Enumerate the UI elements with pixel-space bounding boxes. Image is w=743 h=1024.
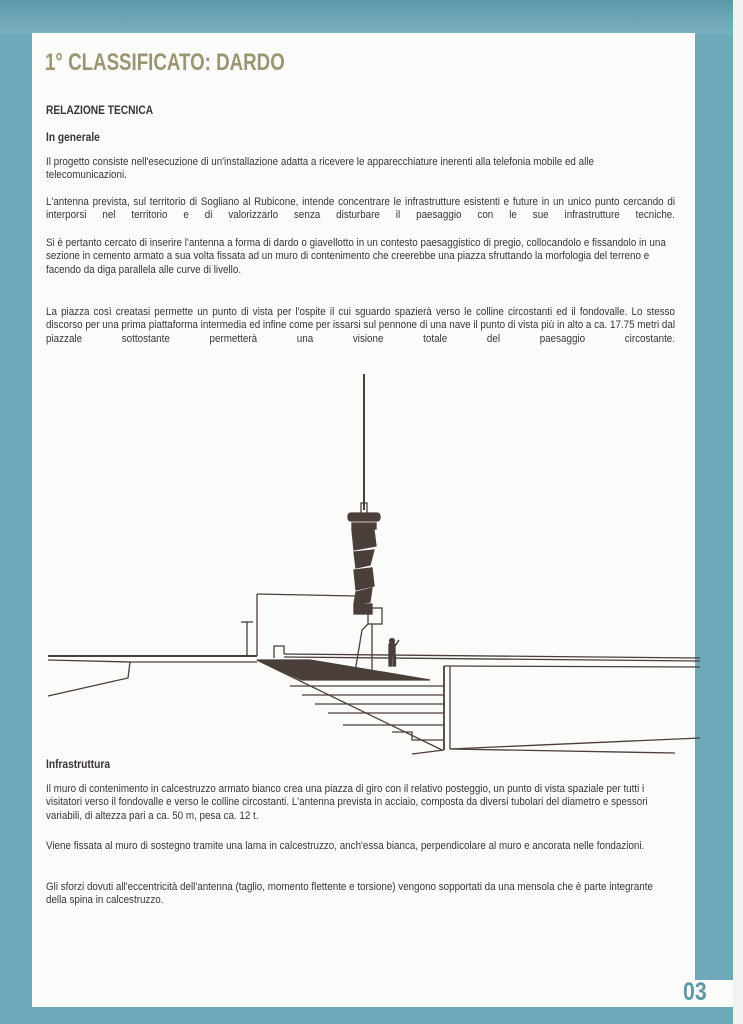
paragraph-infra-2: Viene fissata al muro di sostegno tramite una lama in calcestruzzo, anch'essa bianca, perpendicolare al muro e ancorata nelle fondazioni. <box>46 840 645 852</box>
parapet <box>274 646 284 658</box>
paragraph-general-2: L'antenna prevista, sul territorio di Sogliano al Rubicone, intende concentrare le infrastrutture esistenti e future in un unico punto cercando di interporsi nel territorio e di valorizzarlo senza disturbare il paesaggio con le sue infrastrutture tecniche. <box>46 196 676 222</box>
antenna-elevation-drawing <box>40 360 720 755</box>
foundation-left <box>412 750 444 754</box>
right-wall-top <box>444 666 700 667</box>
corner-block <box>695 940 733 980</box>
paragraph-infra-3: Gli sforzi dovuti all'eccentricità dell'antenna (taglio, momento flettente e torsione) vengono sopportati da una mensola che è parte integrante della spina in calcestruzzo. <box>46 881 653 907</box>
spiral-staircase <box>348 513 380 614</box>
left-slope <box>48 662 130 696</box>
right-ground-lower <box>450 749 675 753</box>
section-heading: RELAZIONE TECNICA <box>46 103 154 117</box>
ground-line-left-2 <box>48 660 130 662</box>
page-frame-top <box>0 0 733 34</box>
paragraph-general-3: Si è pertanto cercato di inserire l'antenna a forma di dardo o giavellotto in un contesto paesaggistico di pregio, collocandolo e fissandolo in una sezione in cemento armato a sua volta fissata ad un muro di contenimento che creerebbe una piazza sfruttando la morfologia del terreno e facendo da diga parallela alle curve di livello. <box>46 237 666 276</box>
paragraph-general-1: Il progetto consiste nell'esecuzione di un'installazione adatta a ricevere le apparecchiature inerenti alla telefonia mobile ed alle telecomunicazioni. <box>46 156 594 182</box>
subheading-general: In generale <box>46 130 100 144</box>
wall-top <box>257 594 356 596</box>
paragraph-general-4: La piazza così creatasi permette un punto di vista per l'ospite il cui sguardo spazierà verso le colline circostanti ed il fondovalle. Lo stesso discorso per una prima piattaforma intermedia ed infine come per issarsi sul pennone di una nave il punto di vista più in alto a ca. 17.75 metri dal piazzale sottostante permetterà una visione totale del paesaggio circostante. <box>46 306 676 345</box>
page-number-strip <box>610 980 733 1007</box>
paragraph-infra-1: Il muro di contenimento in calcestruzzo armato bianco crea una piazza di giro con il relativo posteggio, un punto di vista spaziale per tutti i visitatori verso il fondovalle e verso le colline circostanti. L'antenna prevista in acciaio, composta da diversi tubolari del diametro e spessori variabili, di altezza pari a ca. 50 m, pesa ca. 12 t. <box>46 783 648 822</box>
person-figure <box>389 639 399 667</box>
page-title: 1° CLASSIFICATO: DARDO <box>45 49 285 76</box>
subheading-infrastruttura: Infrastruttura <box>46 757 111 771</box>
page-number: 03 <box>683 978 707 1006</box>
right-ground-upper <box>450 738 700 749</box>
ramp-shadow <box>257 660 430 680</box>
